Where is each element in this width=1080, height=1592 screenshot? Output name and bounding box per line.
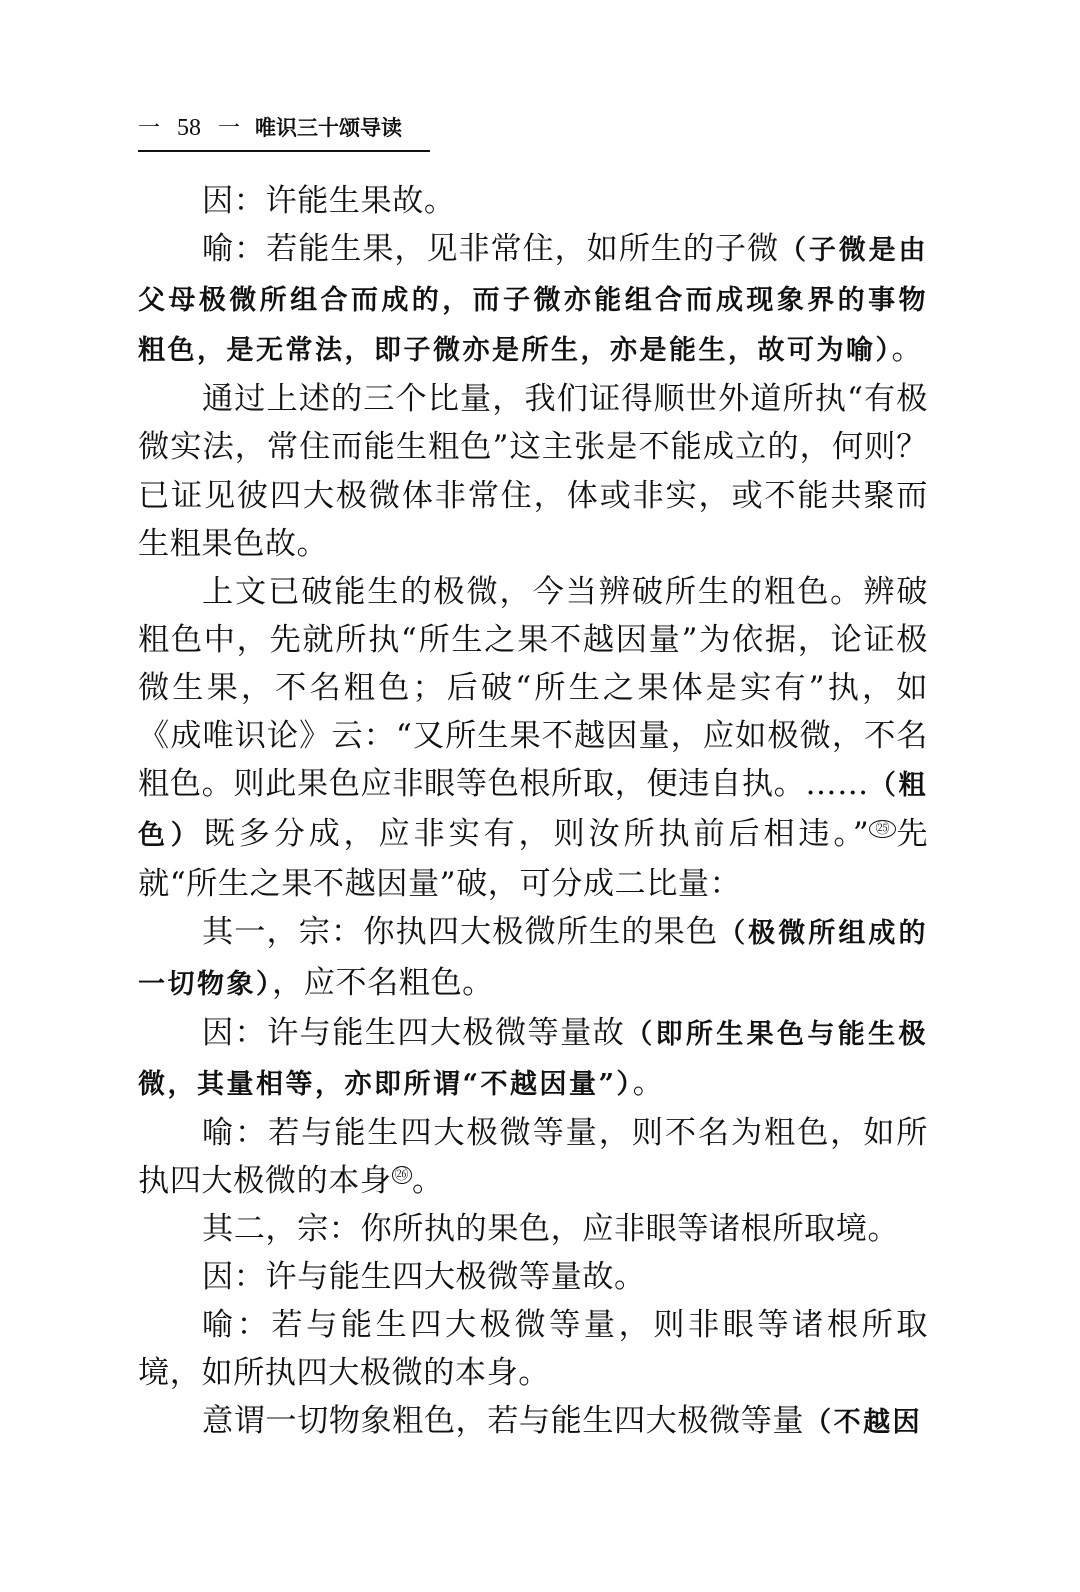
paragraph-text: 其一，宗：你执四大极微所生的果色 — [202, 914, 719, 951]
paragraph-text: 因：许能生果故。 — [202, 183, 456, 219]
paragraph-11 — [138, 1397, 928, 1447]
paragraph-4 — [138, 568, 928, 909]
paragraph-text: 因：许与能生四大极微等量故 — [202, 1014, 626, 1051]
paragraph-6 — [138, 1009, 928, 1109]
paragraph-text: 喻：若与能生四大极微等量，则不名为粗色，如所执四大极微的本身 — [138, 1114, 928, 1199]
paragraph-2 — [138, 225, 928, 375]
paragraph-5 — [138, 908, 928, 1008]
footnote-marker: ㉕ — [869, 820, 896, 838]
paragraph-text: 先就“所生之果不越因量”破，可分成二比量： — [138, 816, 929, 903]
paragraph-text: 。 — [891, 331, 924, 368]
running-header — [138, 110, 430, 152]
paragraph-text: 意谓一切物象粗色，若与能生四大极微等量 — [202, 1403, 805, 1440]
paragraph-text: 。 — [412, 1162, 444, 1199]
paragraph-text: 。 — [632, 1064, 665, 1101]
header-dash-left: 一 — [138, 116, 161, 141]
paragraph-8 — [138, 1205, 928, 1253]
page-number: 58 — [177, 115, 202, 141]
paragraph-note: （子微是由父母极微所组合而成的，而子微亦能组合而成现象界的事物粗色，是无常法，即子微亦是所生，亦是能生，故可为喻） — [138, 235, 928, 367]
paragraph-text: 其二，宗：你所执的果色，应非眼等诸根所取境。 — [202, 1210, 900, 1247]
paragraph-text: ，应不名粗色。 — [272, 964, 494, 1001]
book-title: 唯识三十颂导读 — [255, 116, 403, 140]
paragraph-note: （不越因 — [804, 1407, 923, 1439]
paragraph-note: （即所生果色与能生极微，其量相等，亦即所谓“不越因量”） — [138, 1018, 928, 1100]
footnote-marker: ㉖ — [392, 1166, 413, 1184]
paragraph-9 — [138, 1253, 928, 1301]
paragraph-text: 既多分成，应非实有，则汝所执前后相违。” — [203, 816, 870, 853]
paragraph-1 — [138, 177, 928, 225]
paragraph-3 — [138, 375, 928, 567]
paragraph-note: （粗色） — [138, 770, 928, 852]
paragraph-text: 喻：若能生果，见非常住，如所生的子微 — [202, 231, 780, 268]
paragraph-note: （极微所组成的一切物象） — [138, 918, 928, 1000]
paragraph-7 — [138, 1109, 928, 1205]
paragraph-text: 通过上述的三个比量，我们证得顺世外道所执“有极微实法，常住而能生粗色”这主张是不能成立的，何则？已证见彼四大极微体非常住，体或非实，或不能共聚而生粗果色故。 — [138, 381, 928, 562]
paragraph-text: 因：许与能生四大极微等量故。 — [202, 1259, 646, 1296]
paragraph-text: 上文已破能生的极微，今当辨破所生的粗色。辨破粗色中，先就所执“所生之果不越因量”为依据，论证极微生果，不名粗色；后破“所生之果体是实有”执，如《成唯识论》云：“又所生果不越因量，应如极微，不名粗色。则此果色应非眼等色根所取，便违自执。…… — [138, 573, 928, 803]
header-dash-right: 一 — [218, 116, 241, 141]
page-body — [138, 177, 928, 1447]
paragraph-10 — [138, 1301, 928, 1397]
paragraph-text: 喻：若与能生四大极微等量，则非眼等诸根所取境，如所执四大极微的本身。 — [138, 1307, 928, 1392]
